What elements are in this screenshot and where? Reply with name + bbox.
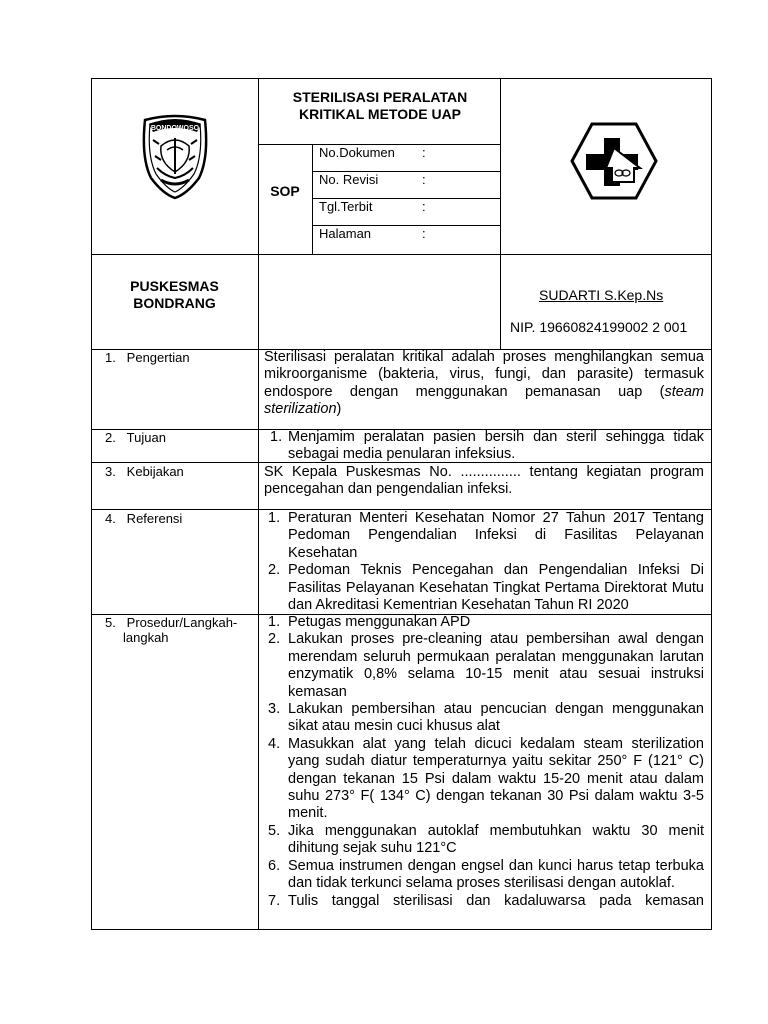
table-border-left xyxy=(91,78,92,930)
sop-label: SOP xyxy=(270,183,300,199)
list-item-number: 1. xyxy=(268,614,281,630)
list-item xyxy=(264,701,704,736)
list-item-text: Petugas menggunakan APD xyxy=(288,614,471,630)
list-item-number: 5. xyxy=(268,822,281,839)
section-label-tujuan: 2. Tujuan xyxy=(105,430,166,445)
pengertian-text-end: ) xyxy=(336,401,342,418)
field-no-revisi-label: No. Revisi xyxy=(319,172,379,187)
org-name-line-1: PUSKESMAS xyxy=(130,278,219,294)
list-item-text: Lakukan proses pre-cleaning atau pembersihan awal dengan merendam seluruh permukaan peralatan menggunakan larutan enzymatik 0,8% selama 10-15 menit atau sesuai instruksi kemasan xyxy=(288,631,704,700)
field-halaman-sep: : xyxy=(422,226,426,241)
field-no-revisi-sep: : xyxy=(422,172,426,187)
org-name xyxy=(91,278,258,312)
kebijakan-text: SK Kepala Puskesmas No. ............... tentang kegiatan program pencegahan dan pengendalian infeksi. xyxy=(264,464,704,498)
title-line-1: STERILISASI PERALATAN xyxy=(292,89,468,105)
pengertian-text xyxy=(264,349,704,419)
signer-name: SUDARTI S.Kep.Ns xyxy=(539,287,664,303)
title-line-2: KRITIKAL METODE UAP xyxy=(298,106,462,122)
list-item-number: 4. xyxy=(268,735,281,752)
list-item-text: Tulis tanggal sterilisasi dan kadaluwarsa pada kemasan xyxy=(288,892,704,909)
field-halaman-label: Halaman xyxy=(319,226,372,241)
section-label-referensi: 4. Referensi xyxy=(105,511,183,526)
list-item xyxy=(264,562,704,614)
list-item-text: Pedoman Teknis Pencegahan dan Pengendalian Infeksi Di Fasilitas Pelayanan Kesehatan Tingkat Pertama Direktorat Mutu dan Akreditasi Kementrian Kesehatan Tahun RI 2020 xyxy=(288,562,704,614)
list-item-text: Masukkan alat yang telah dicuci kedalam steam sterilization yang sudah diatur temperaturnya yaitu sekitar 250° F (121° C) dengan tekanan 15 Psi dalam waktu 15-20 menit atau dalam suhu 273° F( 134° C) dengan tekanan 30 Psi dalam waktu 3-5 menit. xyxy=(288,735,704,822)
list-item xyxy=(264,858,704,893)
list-item-number: 7. xyxy=(268,892,281,909)
list-item-number: 1. xyxy=(268,510,281,526)
list-item-number: 2. xyxy=(268,631,281,648)
regency-emblem-logo xyxy=(131,110,219,200)
section-label-kebijakan: 3. Kebijakan xyxy=(105,464,184,479)
table-border-top xyxy=(91,78,712,79)
list-item-number: 3. xyxy=(268,701,281,718)
divider xyxy=(91,254,712,255)
divider xyxy=(500,78,501,350)
list-item xyxy=(264,736,704,823)
field-tgl-terbit-sep: : xyxy=(422,199,426,214)
table-border-bottom xyxy=(91,929,712,930)
signer-nip: NIP. 19660824199002 2 001 xyxy=(510,319,688,335)
emblem-text: BONDOWOSO xyxy=(150,125,200,132)
pengertian-text-main: Sterilisasi peralatan kritikal adalah proses menghilangkan semua mikroorganisme (bakteria, virus, fungi, dan parasite) termasuk endospore dengan menggunakan pemanasan uap ( xyxy=(264,349,704,400)
tujuan-list xyxy=(264,429,704,464)
list-item xyxy=(264,429,704,464)
divider xyxy=(258,350,259,930)
org-name-line-2: BONDRANG xyxy=(133,295,216,311)
list-item xyxy=(264,614,704,631)
list-item-text: Lakukan pembersihan atau pencucian dengan menggunakan sikat atau mesin cuci khusus alat xyxy=(288,701,704,735)
table-border-right xyxy=(711,78,712,930)
field-no-dokumen-sep: : xyxy=(422,145,426,160)
pengertian-text-italic: steam sterilization xyxy=(264,383,704,418)
list-item-number: 1. xyxy=(270,429,283,445)
referensi-list xyxy=(264,510,704,614)
divider xyxy=(312,144,313,254)
document-title xyxy=(262,89,498,123)
list-item xyxy=(264,823,704,858)
list-item-text: Semua instrumen dengan engsel dan kunci harus tetap terbuka dan tidak terkunci selama proses sterilisasi dengan autoklaf. xyxy=(288,857,704,892)
puskesmas-logo xyxy=(570,122,658,200)
list-item-text: Menjamim peralatan pasien bersih dan steril sehingga tidak sebagai media penularan infeksius. xyxy=(288,429,704,463)
section-label-prosedur-line-1: 5. Prosedur/Langkah- xyxy=(105,615,238,630)
field-no-dokumen-label: No.Dokumen xyxy=(319,145,395,160)
section-label-prosedur xyxy=(105,615,237,645)
prosedur-list xyxy=(264,614,704,910)
section-label-prosedur-line-2: langkah xyxy=(123,630,169,645)
field-tgl-terbit-label: Tgl.Terbit xyxy=(319,199,373,214)
list-item xyxy=(264,893,704,910)
list-item-text: Jika menggunakan autoklaf membutuhkan waktu 30 menit dihitung sejak suhu 121°C xyxy=(288,822,704,857)
list-item xyxy=(264,510,704,562)
list-item-text: Peraturan Menteri Kesehatan Nomor 27 Tahun 2017 Tentang Pedoman Pengendalian Infeksi di Fasilitas Pelayanan Kesehatan xyxy=(288,510,704,561)
list-item-number: 2. xyxy=(268,562,281,579)
list-item xyxy=(264,631,704,701)
divider xyxy=(258,78,259,350)
section-label-pengertian: 1. Pengertian xyxy=(105,350,190,365)
list-item-number: 6. xyxy=(268,857,281,874)
